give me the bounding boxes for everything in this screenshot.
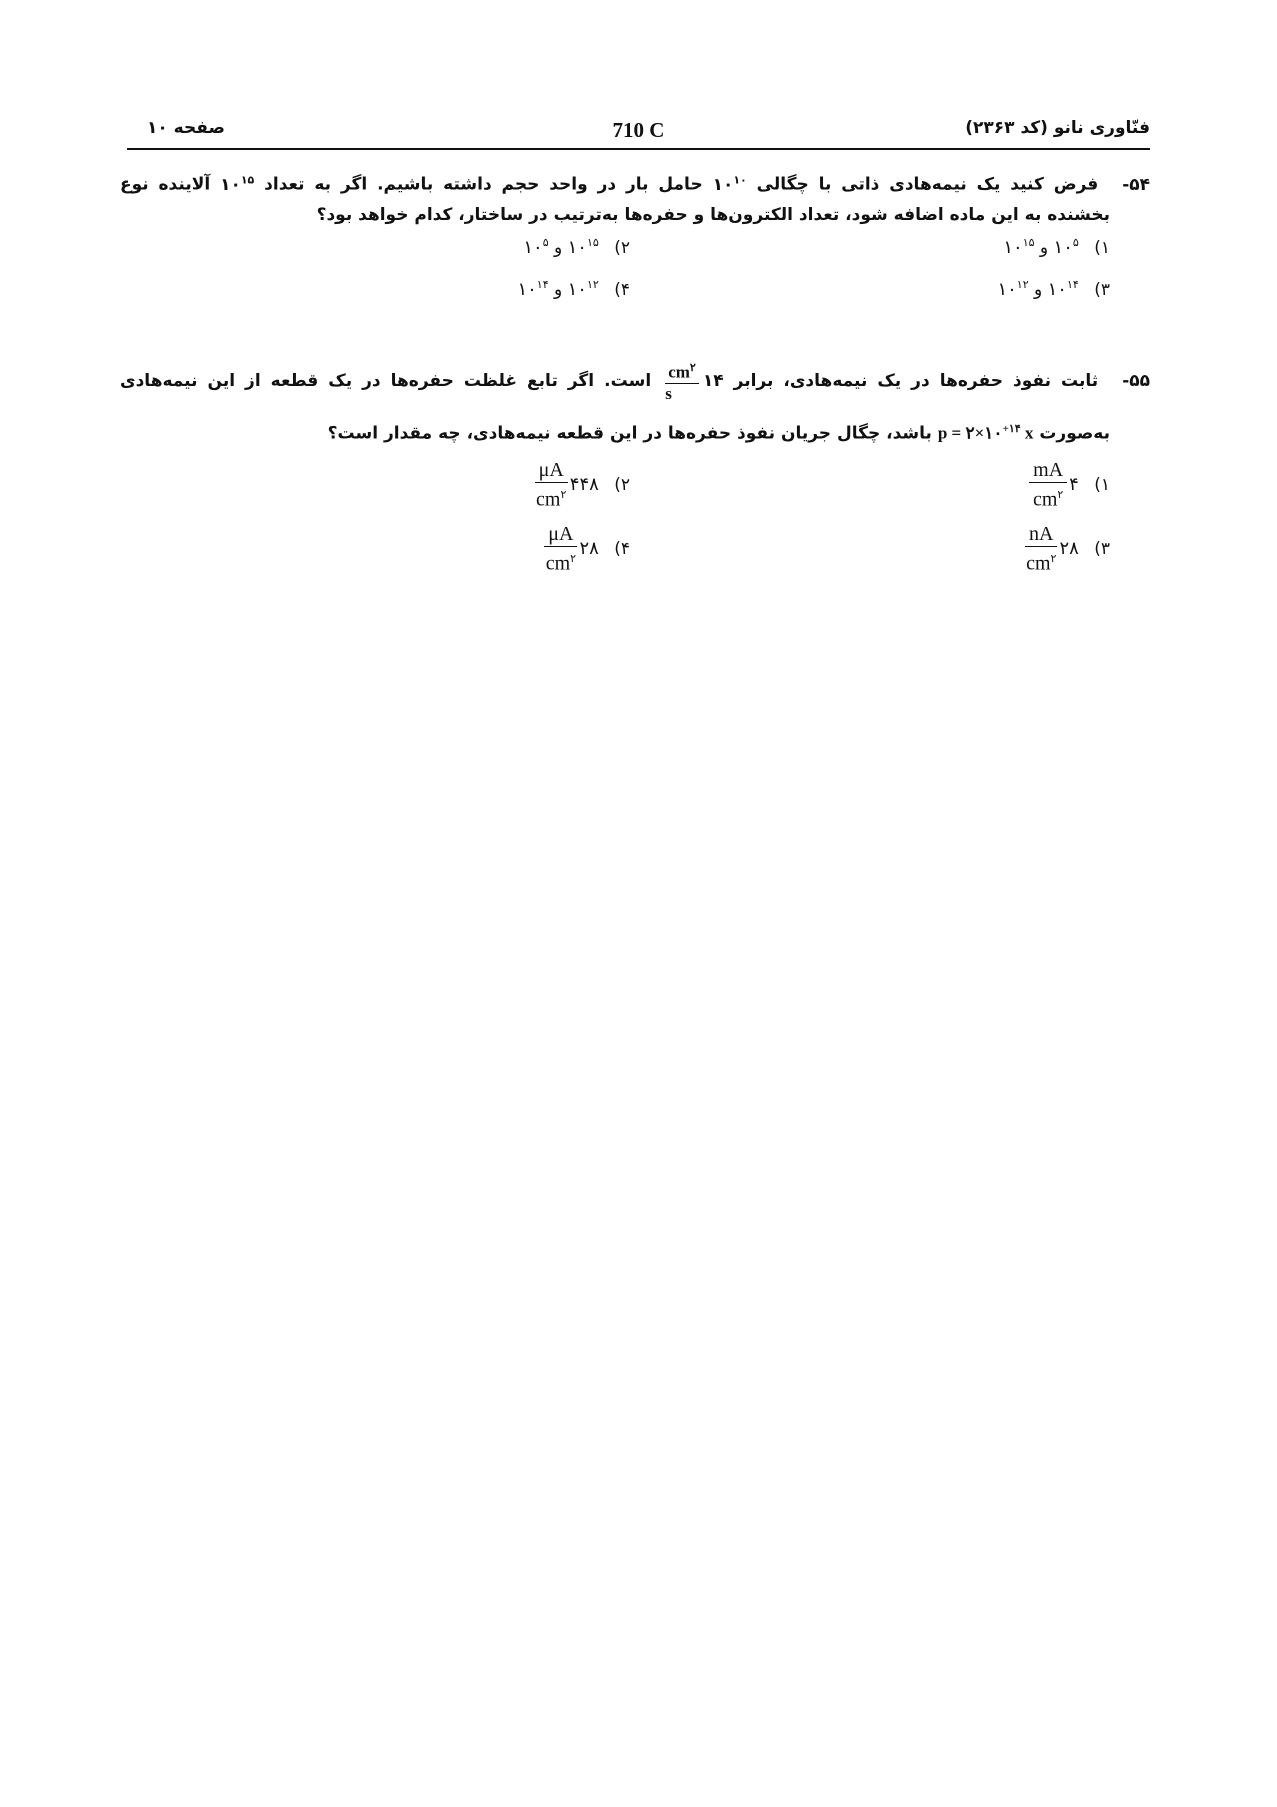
question-text: است. اگر تابع غلظت حفره‌ها در یک قطعه از این نیمه‌هادی xyxy=(120,370,652,391)
option-3[interactable]: ۳) $۱۰^{۱۴}$ و $۱۰^{۱۲}$ xyxy=(997,278,1110,300)
option-2[interactable]: ۲) $۱۰^{۱۵}$ و $۱۰^۵$ xyxy=(523,236,630,258)
question-text: ثابت نفوذ حفره‌ها در یک نیمه‌هادی، برابر xyxy=(733,370,1099,391)
diffusion-constant: ۱۴ $\frac{cm^۲}{s}$ xyxy=(661,371,723,391)
answer-options xyxy=(120,234,1150,324)
question-55-line-2: به‌صورت $p = ۲\times ۱۰^{+۱۴}$ x باشد، چگال جریان نفوذ حفره‌ها در این قطعه نیمه‌هادی، چه مقدار است؟ xyxy=(120,414,1150,449)
answer-options xyxy=(120,458,1150,588)
option-3[interactable]: ۳) ۲۸ $\frac{nA}{cm^۲}$ xyxy=(1026,523,1110,575)
option-1[interactable]: ۱) ۴ $\frac{mA}{cm^۲}$ xyxy=(1027,458,1110,512)
page-header xyxy=(127,118,1150,150)
option-1[interactable]: ۱) $۱۰^۵$ و $۱۰^{۱۵}$ xyxy=(1003,236,1110,258)
exam-subject: فنّاوری نانو (کد ۲۳۶۳) xyxy=(965,118,1150,138)
booklet-code: 710 C xyxy=(612,118,665,142)
question-54-line-2: بخشنده به این ماده اضافه شود، تعداد الکترون‌ها و حفره‌ها به‌ترتیب در ساختار، کدام خواهد بود؟ xyxy=(316,204,1110,225)
question-text: حامل بار در واحد حجم داشته باشیم. اگر به تعداد xyxy=(264,174,703,195)
question-text: آلاینده نوع xyxy=(120,174,211,195)
question-54-line-1 xyxy=(120,165,1150,200)
question-54 xyxy=(120,165,1150,324)
question-number: ۵۴- xyxy=(1122,174,1151,195)
page-number: صفحه ۱۰ xyxy=(147,118,225,138)
option-4[interactable]: ۴) ۲۸ $\frac{\mu A}{cm^۲}$ xyxy=(545,523,630,575)
question-55 xyxy=(120,358,1150,588)
unit-fraction: $\frac{cm^۲}{s}$ xyxy=(665,358,699,404)
dopant-count: $۱۰^{۱۵}$ xyxy=(220,173,255,195)
question-text: فرض کنید یک نیمه‌هادی ذاتی با چگالی xyxy=(756,174,1099,195)
option-2[interactable]: ۲) ۴۴۸ $\frac{\mu A}{cm^۲}$ xyxy=(536,459,630,511)
concentration-formula: $p = ۲\times ۱۰^{+۱۴}$ x xyxy=(937,422,1034,443)
density-value: $۱۰^{۱۰}$ xyxy=(712,173,747,195)
question-number: ۵۵- xyxy=(1122,370,1151,391)
option-4[interactable]: ۴) $۱۰^{۱۲}$ و $۱۰^{۱۴}$ xyxy=(517,278,630,300)
question-55-line-1 xyxy=(120,358,1150,404)
